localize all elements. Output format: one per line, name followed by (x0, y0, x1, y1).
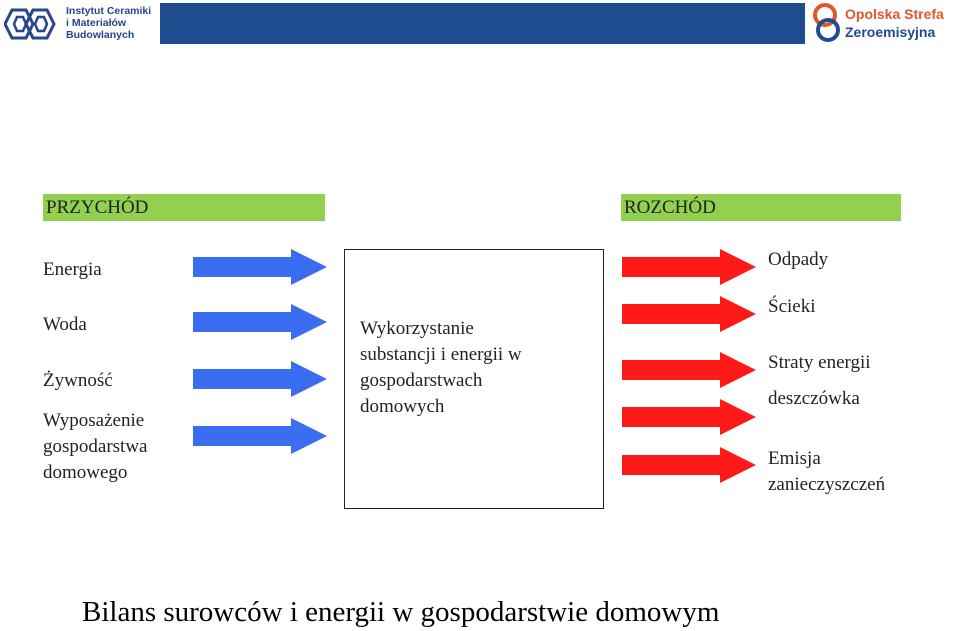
output-arrow-rainwater (622, 399, 756, 435)
output-arrow-energy-loss (622, 352, 756, 388)
ose-logo-icon (810, 3, 844, 43)
icimb-logo-line3: Budowlanych (66, 29, 135, 41)
icimb-logo (0, 0, 160, 46)
output-label-emission: Emisja zanieczyszczeń (768, 448, 886, 495)
output-label-sewage: Ścieki (768, 296, 816, 317)
income-header: PRZYCHÓD (43, 194, 325, 221)
input-label-equipment: Wyposażenie gospodarstwa domowego (43, 410, 148, 483)
input-arrow-equipment (193, 418, 327, 454)
input-label-water: Woda (43, 314, 87, 335)
output-arrow-waste (622, 249, 756, 285)
household-usage-box (344, 249, 604, 509)
output-arrow-sewage (622, 296, 756, 332)
input-label-energy: Energia (43, 259, 102, 280)
icimb-logo-line1: Instytut Ceramiki (66, 5, 152, 17)
icimb-logo-icon (4, 8, 62, 40)
input-arrow-energy (193, 249, 327, 285)
slide-caption: Bilans surowców i energii w gospodarstwie domowym (82, 596, 720, 628)
output-arrows (622, 247, 756, 487)
outcome-header: ROZCHÓD (621, 194, 901, 221)
output-label-rainwater: deszczówka (768, 388, 860, 409)
output-label-waste: Odpady (768, 249, 829, 270)
input-label-food: Żywność (43, 370, 113, 391)
ose-logo-line1: Opolska Strefa (845, 6, 944, 22)
header-banner (160, 3, 805, 44)
household-usage-text: Wykorzystanie substancji i energii w gospodarstwach domowych (360, 318, 522, 417)
input-arrow-water (193, 304, 327, 340)
input-arrow-food (193, 361, 327, 397)
output-label-energy-loss: Straty energii (768, 352, 871, 373)
output-arrow-emission (622, 447, 756, 483)
ose-logo-line2: Zeroemisyjna (845, 24, 936, 40)
icimb-logo-line2: i Materiałów (66, 17, 127, 29)
ose-logo (808, 0, 959, 46)
input-arrows (193, 249, 327, 457)
